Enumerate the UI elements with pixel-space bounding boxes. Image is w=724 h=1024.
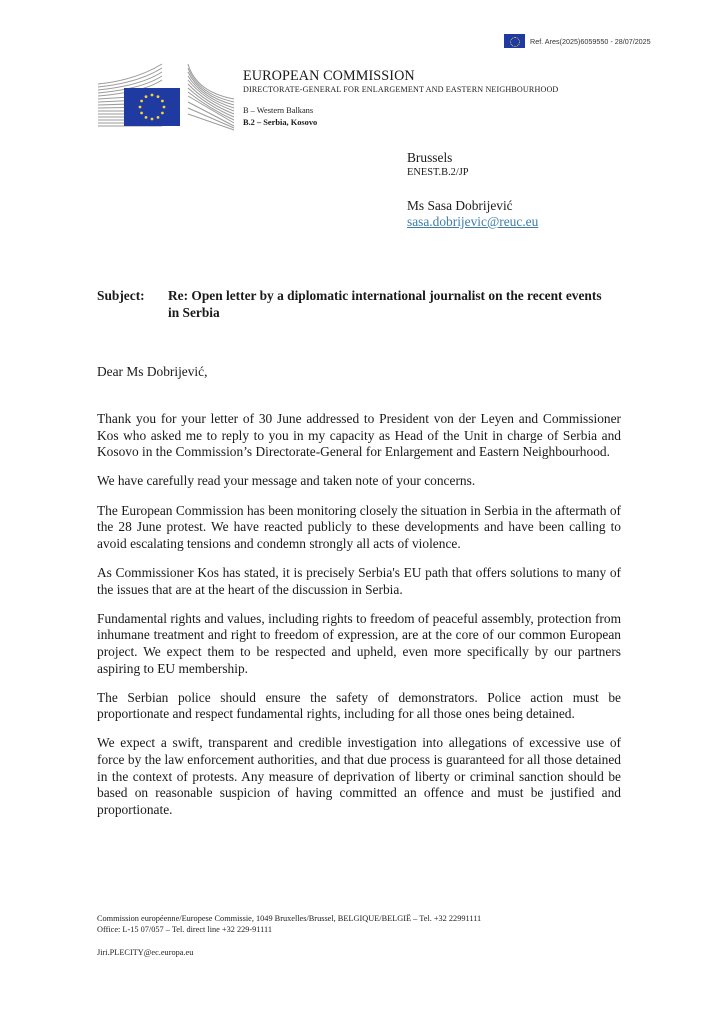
body-paragraph: The Serbian police should ensure the safety of demonstrators. Police action must be proportionate and respect fundamental rights, including for all those ones being detained. [97, 689, 621, 722]
european-commission-logo [96, 62, 236, 132]
recipient-name: Ms Sasa Dobrijević [407, 198, 513, 213]
ares-reference-stamp [504, 34, 651, 48]
body-paragraph: The European Commission has been monitoring closely the situation in Serbia in the aftermath of the 28 June protest. We have reacted publicly to these developments and have been calling to avoid escalating tensions and condemn strongly all acts of violence. [97, 502, 621, 551]
sender-city: Brussels [407, 150, 453, 165]
body-paragraph: Thank you for your letter of 30 June addressed to President von der Leyen and Commissioner Kos who asked me to reply to you in my capacity as Head of the Unit in charge of Serbia and Kosovo in the Commission’s Directorate-General for Enlargement and Eastern Neighbourhood. [97, 411, 621, 460]
european-commission-logo-icon [96, 62, 236, 132]
letterhead [243, 68, 558, 128]
body-paragraph: Fundamental rights and values, including rights to freedom of peaceful assembly, protection from inhumane treatment and right to freedom of expression, are at the core of our common European project. We expect them to be respected and upheld, even more specifically by our partners aspiring to EU membership. [97, 610, 621, 676]
footer [97, 913, 481, 958]
eu-flag-icon [504, 34, 525, 48]
directorate-unit: B – Western Balkans [243, 106, 314, 115]
footer-address: Commission européenne/Europese Commissie, 1049 Bruxelles/Brussel, BELGIQUE/BELGIË – Tel. +32 22991111 [97, 914, 482, 923]
recipient-email-link[interactable]: sasa.dobrijevic@reuc.eu [407, 214, 539, 229]
ares-reference-text: Ref. Ares(2025)6059550 - 28/07/2025 [530, 36, 651, 46]
body-paragraph: As Commissioner Kos has stated, it is precisely Serbia's EU path that offers solutions to many of the issues that are at the heart of the discussion in Serbia. [97, 564, 621, 597]
footer-office: Office: L-15 07/057 – Tel. direct line +32 229-91111 [97, 925, 272, 934]
subject-label: Subject: [97, 288, 145, 303]
subject-line [97, 287, 617, 321]
unit-name: B.2 – Serbia, Kosovo [243, 118, 318, 127]
file-reference: ENEST.B.2/JP [407, 167, 469, 178]
footer-email: Jiri.PLECITY@ec.europa.eu [97, 948, 194, 957]
directorate-general: DIRECTORATE-GENERAL FOR ENLARGEMENT AND EASTERN NEIGHBOURHOOD [243, 85, 559, 94]
body-paragraph: We have carefully read your message and taken note of your concerns. [97, 473, 476, 489]
letter-body [97, 411, 621, 831]
institution-name: EUROPEAN COMMISSION [243, 68, 415, 84]
address-block [407, 150, 538, 230]
subject-text: Re: Open letter by a diplomatic international journalist on the recent events in Serbia [168, 288, 602, 320]
salutation: Dear Ms Dobrijević, [97, 364, 208, 379]
body-paragraph: We expect a swift, transparent and credible investigation into allegations of excessive use of force by the law enforcement authorities, and that due process is guaranteed for all those detained in the context of protests. Any measure of deprivation of liberty or criminal sanction should be based on reasonable suspicion of having committed an offence and must be justified and proportionate. [97, 735, 621, 817]
